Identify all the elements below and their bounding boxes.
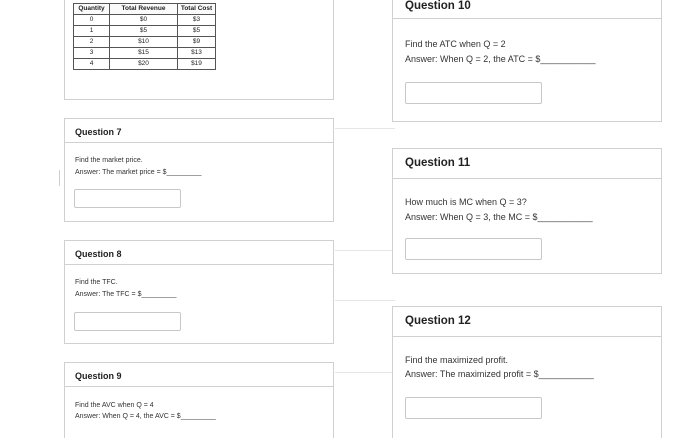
cell-total-cost: $3 bbox=[178, 15, 216, 26]
question-8-answer-text: Answer: The TFC = $_________ bbox=[75, 291, 177, 298]
question-11-title: Question 11 bbox=[405, 157, 471, 169]
table-row bbox=[74, 37, 216, 48]
table-row bbox=[74, 15, 216, 26]
question-11-answer-input[interactable] bbox=[405, 238, 542, 260]
question-8-panel bbox=[64, 240, 334, 344]
cell-total-revenue: $10 bbox=[110, 37, 178, 48]
question-7-panel bbox=[64, 118, 334, 222]
table-row bbox=[74, 48, 216, 59]
question-7-answer-input[interactable] bbox=[74, 189, 181, 208]
question-9-prompt: Find the AVC when Q = 4 bbox=[75, 402, 154, 409]
cost-revenue-table bbox=[73, 3, 216, 70]
cell-total-cost: $5 bbox=[178, 26, 216, 37]
question-10-answer-input[interactable] bbox=[405, 82, 542, 104]
question-9-title: Question 9 bbox=[75, 371, 122, 381]
cell-total-cost: $19 bbox=[178, 59, 216, 70]
question-8-answer-input[interactable] bbox=[74, 312, 181, 331]
background-rule bbox=[335, 300, 395, 301]
cell-total-revenue: $0 bbox=[110, 15, 178, 26]
left-edge-mark bbox=[59, 170, 60, 186]
cell-quantity: 2 bbox=[74, 37, 110, 48]
column-header-total-cost: Total Cost bbox=[178, 4, 216, 15]
table-row bbox=[74, 26, 216, 37]
cell-quantity: 0 bbox=[74, 15, 110, 26]
question-10-panel bbox=[392, 0, 662, 122]
column-header-total-revenue: Total Revenue bbox=[110, 4, 178, 15]
cell-quantity: 4 bbox=[74, 59, 110, 70]
question-8-title: Question 8 bbox=[75, 249, 122, 259]
cell-quantity: 1 bbox=[74, 26, 110, 37]
question-7-answer-text: Answer: The market price = $_________ bbox=[75, 169, 202, 176]
question-11-panel bbox=[392, 148, 662, 274]
question-12-prompt: Find the maximized profit. bbox=[405, 355, 509, 365]
question-12-answer-text: Answer: The maximized profit = $___________ bbox=[405, 369, 594, 379]
cell-total-cost: $9 bbox=[178, 37, 216, 48]
background-rule bbox=[335, 250, 395, 251]
table-row bbox=[74, 59, 216, 70]
question-7-prompt: Find the market price. bbox=[75, 157, 143, 164]
question-12-title: Question 12 bbox=[405, 315, 471, 327]
question-11-answer-text: Answer: When Q = 3, the MC = $___________ bbox=[405, 212, 593, 222]
question-12-answer-input[interactable] bbox=[405, 397, 542, 419]
column-header-quantity: Quantity bbox=[74, 4, 110, 15]
question-10-answer-text: Answer: When Q = 2, the ATC = $___________ bbox=[405, 54, 596, 64]
cell-total-revenue: $5 bbox=[110, 26, 178, 37]
question-11-prompt: How much is MC when Q = 3? bbox=[405, 197, 527, 207]
question-9-answer-text: Answer: When Q = 4, the AVC = $_________ bbox=[75, 413, 216, 420]
question-9-panel bbox=[64, 362, 334, 438]
question-10-prompt: Find the ATC when Q = 2 bbox=[405, 39, 506, 49]
question-10-title: Question 10 bbox=[405, 0, 471, 12]
question-7-title: Question 7 bbox=[75, 127, 122, 137]
question-8-prompt: Find the TFC. bbox=[75, 279, 118, 286]
cell-total-revenue: $15 bbox=[110, 48, 178, 59]
table-header-row bbox=[74, 4, 216, 15]
cell-total-revenue: $20 bbox=[110, 59, 178, 70]
cell-total-cost: $13 bbox=[178, 48, 216, 59]
question-12-panel bbox=[392, 306, 662, 438]
background-rule bbox=[335, 372, 395, 373]
cell-quantity: 3 bbox=[74, 48, 110, 59]
background-rule bbox=[335, 128, 395, 129]
